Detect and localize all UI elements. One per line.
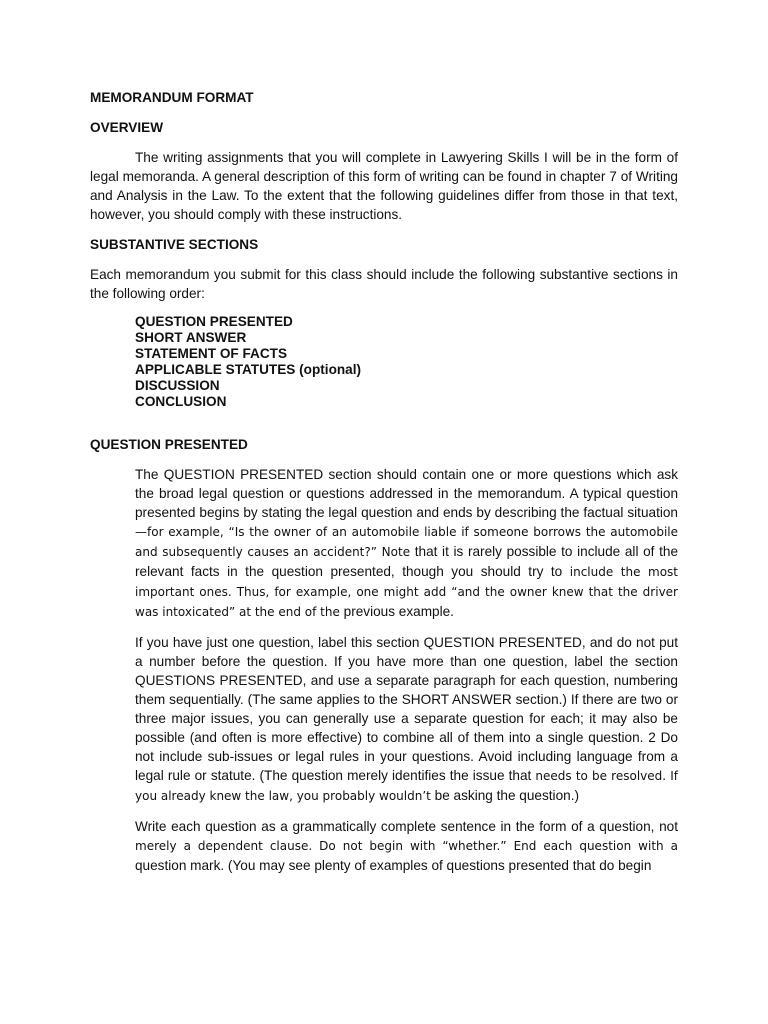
substantive-sections-heading: SUBSTANTIVE SECTIONS (90, 237, 259, 252)
section-list (135, 314, 678, 410)
section-list-item: QUESTION PRESENTED (135, 314, 293, 329)
question-presented-paragraph-2: If you have just one question, label this section QUESTION PRESENTED, and do not put a number before the question. If you have more than one question, label the section QUESTIONS PRESENTED, and use a separate paragraph for each question, numbering them sequentially. (The same applies to the SHORT ANSWER section.) If there are two or three major issues, you can generally use a separate question for each; it may also be possible (and often is more effective) to combine all of them into a single question. 2 Do not include sub-issues or legal rules in your questions. Avoid including language from a legal rule or statute. (The question merely identifies the issue that needs to be resolved. If you already knew the law, you probably wouldn’t be asking the question.) (135, 635, 678, 803)
question-presented-paragraph-1: The QUESTION PRESENTED section should contain one or more questions which ask the broad legal question or questions addressed in the memorandum. A typical question presented begins by stating the legal question and ends by describing the factual situation—for example, “Is the owner of an automobile liable if someone borrows the automobile and subsequently causes an accident?” Note that it is rarely possible to include all of the relevant facts in the question presented, though you should try to include the most important ones. Thus, for example, one might add “and the owner knew that the driver was intoxicated” at the end of the previous example. (135, 467, 678, 619)
section-list-item: APPLICABLE STATUTES (optional) (135, 362, 362, 377)
overview-heading: OVERVIEW (90, 120, 164, 135)
substantive-sections-intro: Each memorandum you submit for this class should include the following substantive sections in the following order: (90, 267, 678, 301)
overview-paragraph: The writing assignments that you will complete in Lawyering Skills I will be in the form of legal memoranda. A general description of this form of writing can be found in chapter 7 of Writing and Analysis in the Law. To the extent that the following guidelines differ from those in that text, however, you should comply with these instructions. (90, 150, 678, 222)
section-list-item: DISCUSSION (135, 378, 220, 393)
memo-page (90, 88, 678, 875)
document-title: MEMORANDUM FORMAT (90, 90, 254, 105)
question-presented-body (135, 465, 678, 875)
question-presented-heading: QUESTION PRESENTED (90, 437, 248, 452)
section-list-item: SHORT ANSWER (135, 330, 247, 345)
question-presented-paragraph-3: Write each question as a grammatically complete sentence in the form of a question, not merely a dependent clause. Do not begin with “whether.” End each question with a question mark. (You may see plenty of examples of questions presented that do begin (135, 819, 678, 873)
section-list-item: STATEMENT OF FACTS (135, 346, 288, 361)
section-list-item: CONCLUSION (135, 394, 227, 409)
